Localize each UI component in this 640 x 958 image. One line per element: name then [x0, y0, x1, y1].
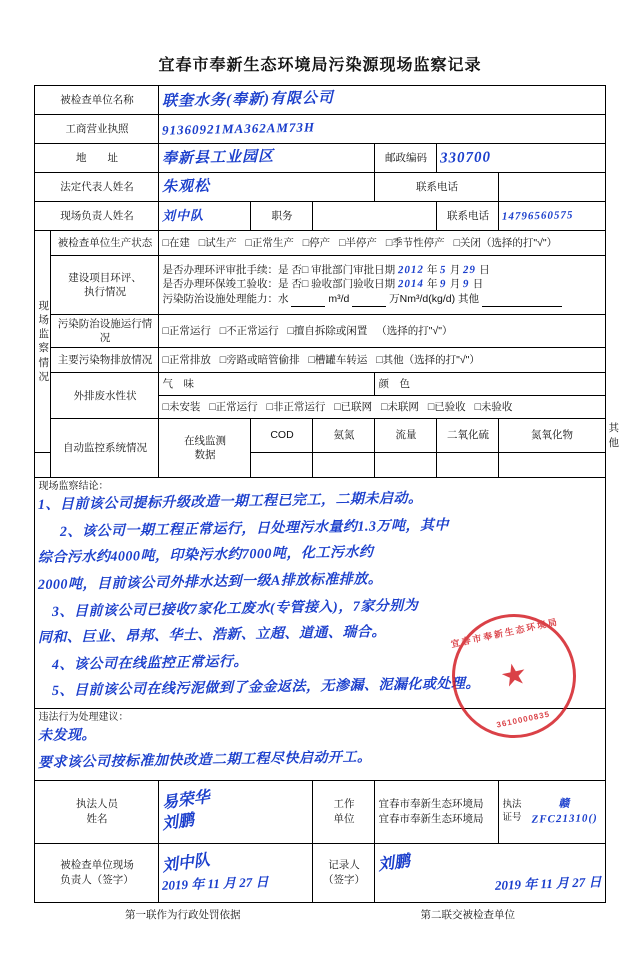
footer-left: 第一联作为行政处罚依据: [125, 908, 241, 921]
cert-cell: [499, 780, 605, 843]
auto-status-4[interactable]: □未联网: [381, 401, 419, 414]
cert-label: 执法 证号: [502, 798, 522, 823]
conclusion-line-1: 2、该公司一期工程正常运行，日处理污水量约1.3万吨，其中: [60, 517, 450, 540]
acc-year: 2014: [397, 278, 425, 291]
unit-name-value: 联奎水务(奉新)有限公司: [162, 90, 335, 110]
work-unit-value-cell: [375, 780, 499, 843]
production-option-2[interactable]: □正常生产: [245, 236, 294, 249]
postcode-label: 邮政编码: [375, 144, 437, 173]
unit-name-value-cell: [159, 86, 605, 115]
checked-responsible-label: 被检查单位现场 负责人（签字）: [35, 843, 159, 902]
star-icon: ★: [497, 656, 531, 695]
conclusion-line-2: 综合污水约4000吨，印染污水约7000吨，化工污水约: [38, 545, 375, 567]
page-title: 宜春市奉新生态环境局污染源现场监察记录: [158, 57, 482, 74]
eia-line1-mid: 否□ 审批部门审批日期: [291, 263, 396, 276]
postcode-value-cell: [437, 144, 605, 173]
acc-month: 9: [440, 278, 448, 291]
footer: [35, 907, 605, 922]
table-row: [35, 173, 605, 202]
illegal-label: 违法行为处理建议：: [38, 711, 129, 723]
discharge-options: [159, 348, 605, 373]
conclusion-label: 现场监察结论：: [38, 480, 109, 492]
table-row: [35, 843, 605, 902]
acc-line2-mid: 否□ 验收部门验收日期: [291, 278, 396, 291]
illegal-line-1: 要求该公司按标准加快改造二期工程尽快启动开工。: [38, 750, 373, 772]
construction-content: [159, 256, 605, 315]
table-row: [35, 780, 605, 843]
val-nh3: [251, 452, 313, 477]
discharge-option-0[interactable]: □正常排放: [162, 354, 211, 367]
table-row: [35, 477, 605, 708]
production-option-3[interactable]: □停产: [302, 236, 331, 249]
production-option-6[interactable]: □关闭（选择的打"√"）: [453, 236, 558, 249]
auto-status-0[interactable]: □未安装: [162, 401, 201, 414]
production-status-options: [159, 231, 605, 256]
auto-status-3[interactable]: □已联网: [334, 401, 373, 414]
acc-day: 9: [463, 278, 470, 291]
enforcer-signature-2: 刘鹏: [161, 811, 196, 833]
col-flow: 流量: [375, 419, 437, 452]
col-cod: COD: [251, 419, 313, 452]
discharge-option-1[interactable]: □旁路或暗管偷排: [219, 354, 300, 367]
duty-label: 职务: [251, 202, 313, 231]
discharge-option-3[interactable]: □其他（选择的打"√"）: [376, 354, 480, 367]
production-option-5[interactable]: □季节性停产: [385, 236, 445, 249]
val-so2: [375, 452, 437, 477]
smell-cell: [159, 373, 375, 396]
legal-rep-value-cell: [159, 173, 375, 202]
enforcer-signature-cell: [159, 780, 313, 843]
conclusion-line-5: 同和、巨业、昂邦、华士、浩新、立超、道通、瑞合。: [38, 625, 387, 647]
work-unit-value-2: 宜春市奉新生态环境局: [378, 812, 484, 825]
unit-name-label: 被检查单位名称: [35, 86, 159, 115]
production-option-4[interactable]: □半停产: [339, 236, 377, 249]
table-row: [35, 315, 605, 348]
table-row: [35, 202, 605, 231]
address-label: 地 址: [35, 144, 159, 173]
phone-value: 14796560575: [502, 208, 575, 223]
illegal-cell: [35, 708, 605, 780]
recorder-signature: 刘鹏: [377, 852, 412, 875]
production-status-label: 被检查单位生产状态: [51, 231, 159, 256]
illegal-line-0: 未发现。: [38, 728, 97, 745]
online-data-label: 在线监测 数据: [159, 419, 251, 477]
col-so2: 二氧化硫: [437, 419, 499, 452]
recorder-date: 2019 年 11 月 27 日: [494, 873, 602, 893]
eia-approval-month: 5: [440, 263, 448, 276]
conclusion-line-6: 4、该公司在线监控正常运行。: [52, 654, 249, 673]
phone-label: 联系电话: [437, 202, 499, 231]
val-nox: [437, 452, 499, 477]
capacity-line: 污染防治设施处理能力：水 m³/d 万Nm³/d(kg/d) 其他: [162, 292, 601, 307]
eia-approval-year: 2012: [397, 263, 425, 276]
address-value-cell: [159, 144, 375, 173]
table-row: [35, 256, 605, 315]
license-value-cell: [159, 115, 605, 144]
recorder-label: 记录人 （签字）: [313, 843, 375, 902]
illegal-text: [38, 724, 601, 777]
table-row: [35, 708, 605, 780]
conclusion-line-7: 5、目前该公司在线污泥做到了金金返法，无渗漏、泥漏化或处理。: [52, 676, 481, 700]
table-row: [35, 86, 605, 115]
site-manager-label: 现场负责人姓名: [35, 202, 159, 231]
document-page: [0, 52, 640, 958]
auto-monitor-label: 自动监控系统情况: [51, 419, 159, 477]
discharge-option-2[interactable]: □槽罐车转运: [308, 354, 368, 367]
postcode-value: 330700: [440, 149, 492, 167]
sidebar-vertical-label: 现 场 监 察 情 况: [35, 231, 51, 453]
facility-run-options: [159, 315, 605, 348]
auto-status-1[interactable]: □正常运行: [209, 401, 258, 414]
color-cell: [375, 373, 605, 396]
license-value: 91360921MA362AM73H: [162, 119, 316, 138]
table-row: [35, 373, 605, 396]
inspection-record-table: [34, 85, 620, 903]
work-unit-value-1: 宜春市奉新生态环境局: [378, 798, 484, 811]
contact-value-cell: [499, 173, 605, 202]
facility-option-3: （选择的打"√"）: [376, 325, 453, 338]
legal-rep-value: 朱观松: [162, 178, 211, 196]
val-cod: [35, 452, 51, 477]
legal-rep-label: 法定代表人姓名: [35, 173, 159, 202]
eia-approval-day: 29: [463, 263, 477, 276]
auto-status-6[interactable]: □未验收: [474, 401, 513, 414]
conclusion-line-4: 3、目前该公司已接收7家化工废水(专管接入)，7家分别为: [52, 598, 419, 620]
discharge-label: 主要污染物排放情况: [51, 348, 159, 373]
col-nox: 氮氧化物: [499, 419, 605, 452]
color-label: 颜 色: [378, 378, 410, 391]
phone-value-cell: [499, 202, 605, 231]
cert-value: 赣ZFC21310(): [531, 797, 599, 826]
val-flow: [313, 452, 375, 477]
checked-responsible-cell: [159, 843, 313, 902]
col-nh3: 氨氮: [313, 419, 375, 452]
checked-date: 2019 年 11 月 27 日: [162, 873, 270, 893]
outfall-label: 外排废水性状: [51, 373, 159, 419]
conclusion-line-3: 2000吨，目前该公司外排水达到一级A排放标准排放。: [38, 571, 383, 593]
table-row: [35, 115, 605, 144]
license-label: 工商营业执照: [35, 115, 159, 144]
facility-option-0[interactable]: □正常运行: [162, 325, 211, 338]
facility-option-1[interactable]: □不正常运行: [219, 325, 279, 338]
production-option-0[interactable]: □在建: [162, 236, 190, 249]
table-row: 自动监控系统情况 在线监测 数据 COD 氨氮 流量 二氧化硫 氮氧化物 其他: [35, 419, 605, 452]
table-row: [35, 348, 605, 373]
smell-label: 气 味: [162, 378, 194, 391]
production-option-1[interactable]: □试生产: [198, 236, 237, 249]
duty-value-cell: [313, 202, 437, 231]
eia-line1-pre: 是否办理环评审批手续：是: [162, 263, 289, 276]
table-row: [35, 231, 605, 256]
facility-run-label: 污染防治设施运行情况: [51, 315, 159, 348]
construction-label: 建设项目环评、 执行情况: [51, 256, 159, 315]
enforcer-label: 执法人员 姓名: [35, 780, 159, 843]
conclusion-line-0: 1、目前该公司提标升级改造一期工程已完工，二期未启动。: [38, 491, 424, 514]
stamp-top-text: 宜春市奉新生态环境局: [449, 616, 560, 650]
contact-label: 联系电话: [375, 173, 499, 202]
eia-line: 是否办理环评审批手续：是 否□ 审批部门审批日期 2012 年 5 月 29 日: [162, 263, 490, 276]
site-manager-value-cell: [159, 202, 251, 231]
facility-option-2[interactable]: □擅自拆除或闲置: [287, 325, 368, 338]
footer-right: 第二联交被检查单位: [420, 908, 515, 921]
auto-monitor-status: [159, 396, 605, 419]
val-other: [499, 452, 605, 477]
conclusion-text: [38, 493, 601, 706]
table-row: [35, 144, 605, 173]
conclusion-cell: [35, 477, 605, 708]
address-value: 奉新县工业园区: [162, 148, 275, 168]
site-manager-value: 刘中队: [162, 207, 205, 224]
recorder-cell: [375, 843, 605, 902]
enforcer-signature-1: 易荣华: [161, 788, 212, 813]
acc-line2-pre: 是否办理环保竣工验收：是: [162, 278, 289, 291]
acceptance-line: 是否办理环保竣工验收：是 否□ 验收部门验收日期 2014 年 9 月 9 日: [162, 278, 484, 291]
work-unit-label: 工作 单位: [313, 780, 375, 843]
auto-status-5[interactable]: □已验收: [427, 401, 466, 414]
checked-signature: 刘中队: [161, 851, 212, 876]
auto-status-2[interactable]: □非正常运行: [266, 401, 326, 414]
stamp-bottom-text: 3610000835: [495, 709, 551, 730]
